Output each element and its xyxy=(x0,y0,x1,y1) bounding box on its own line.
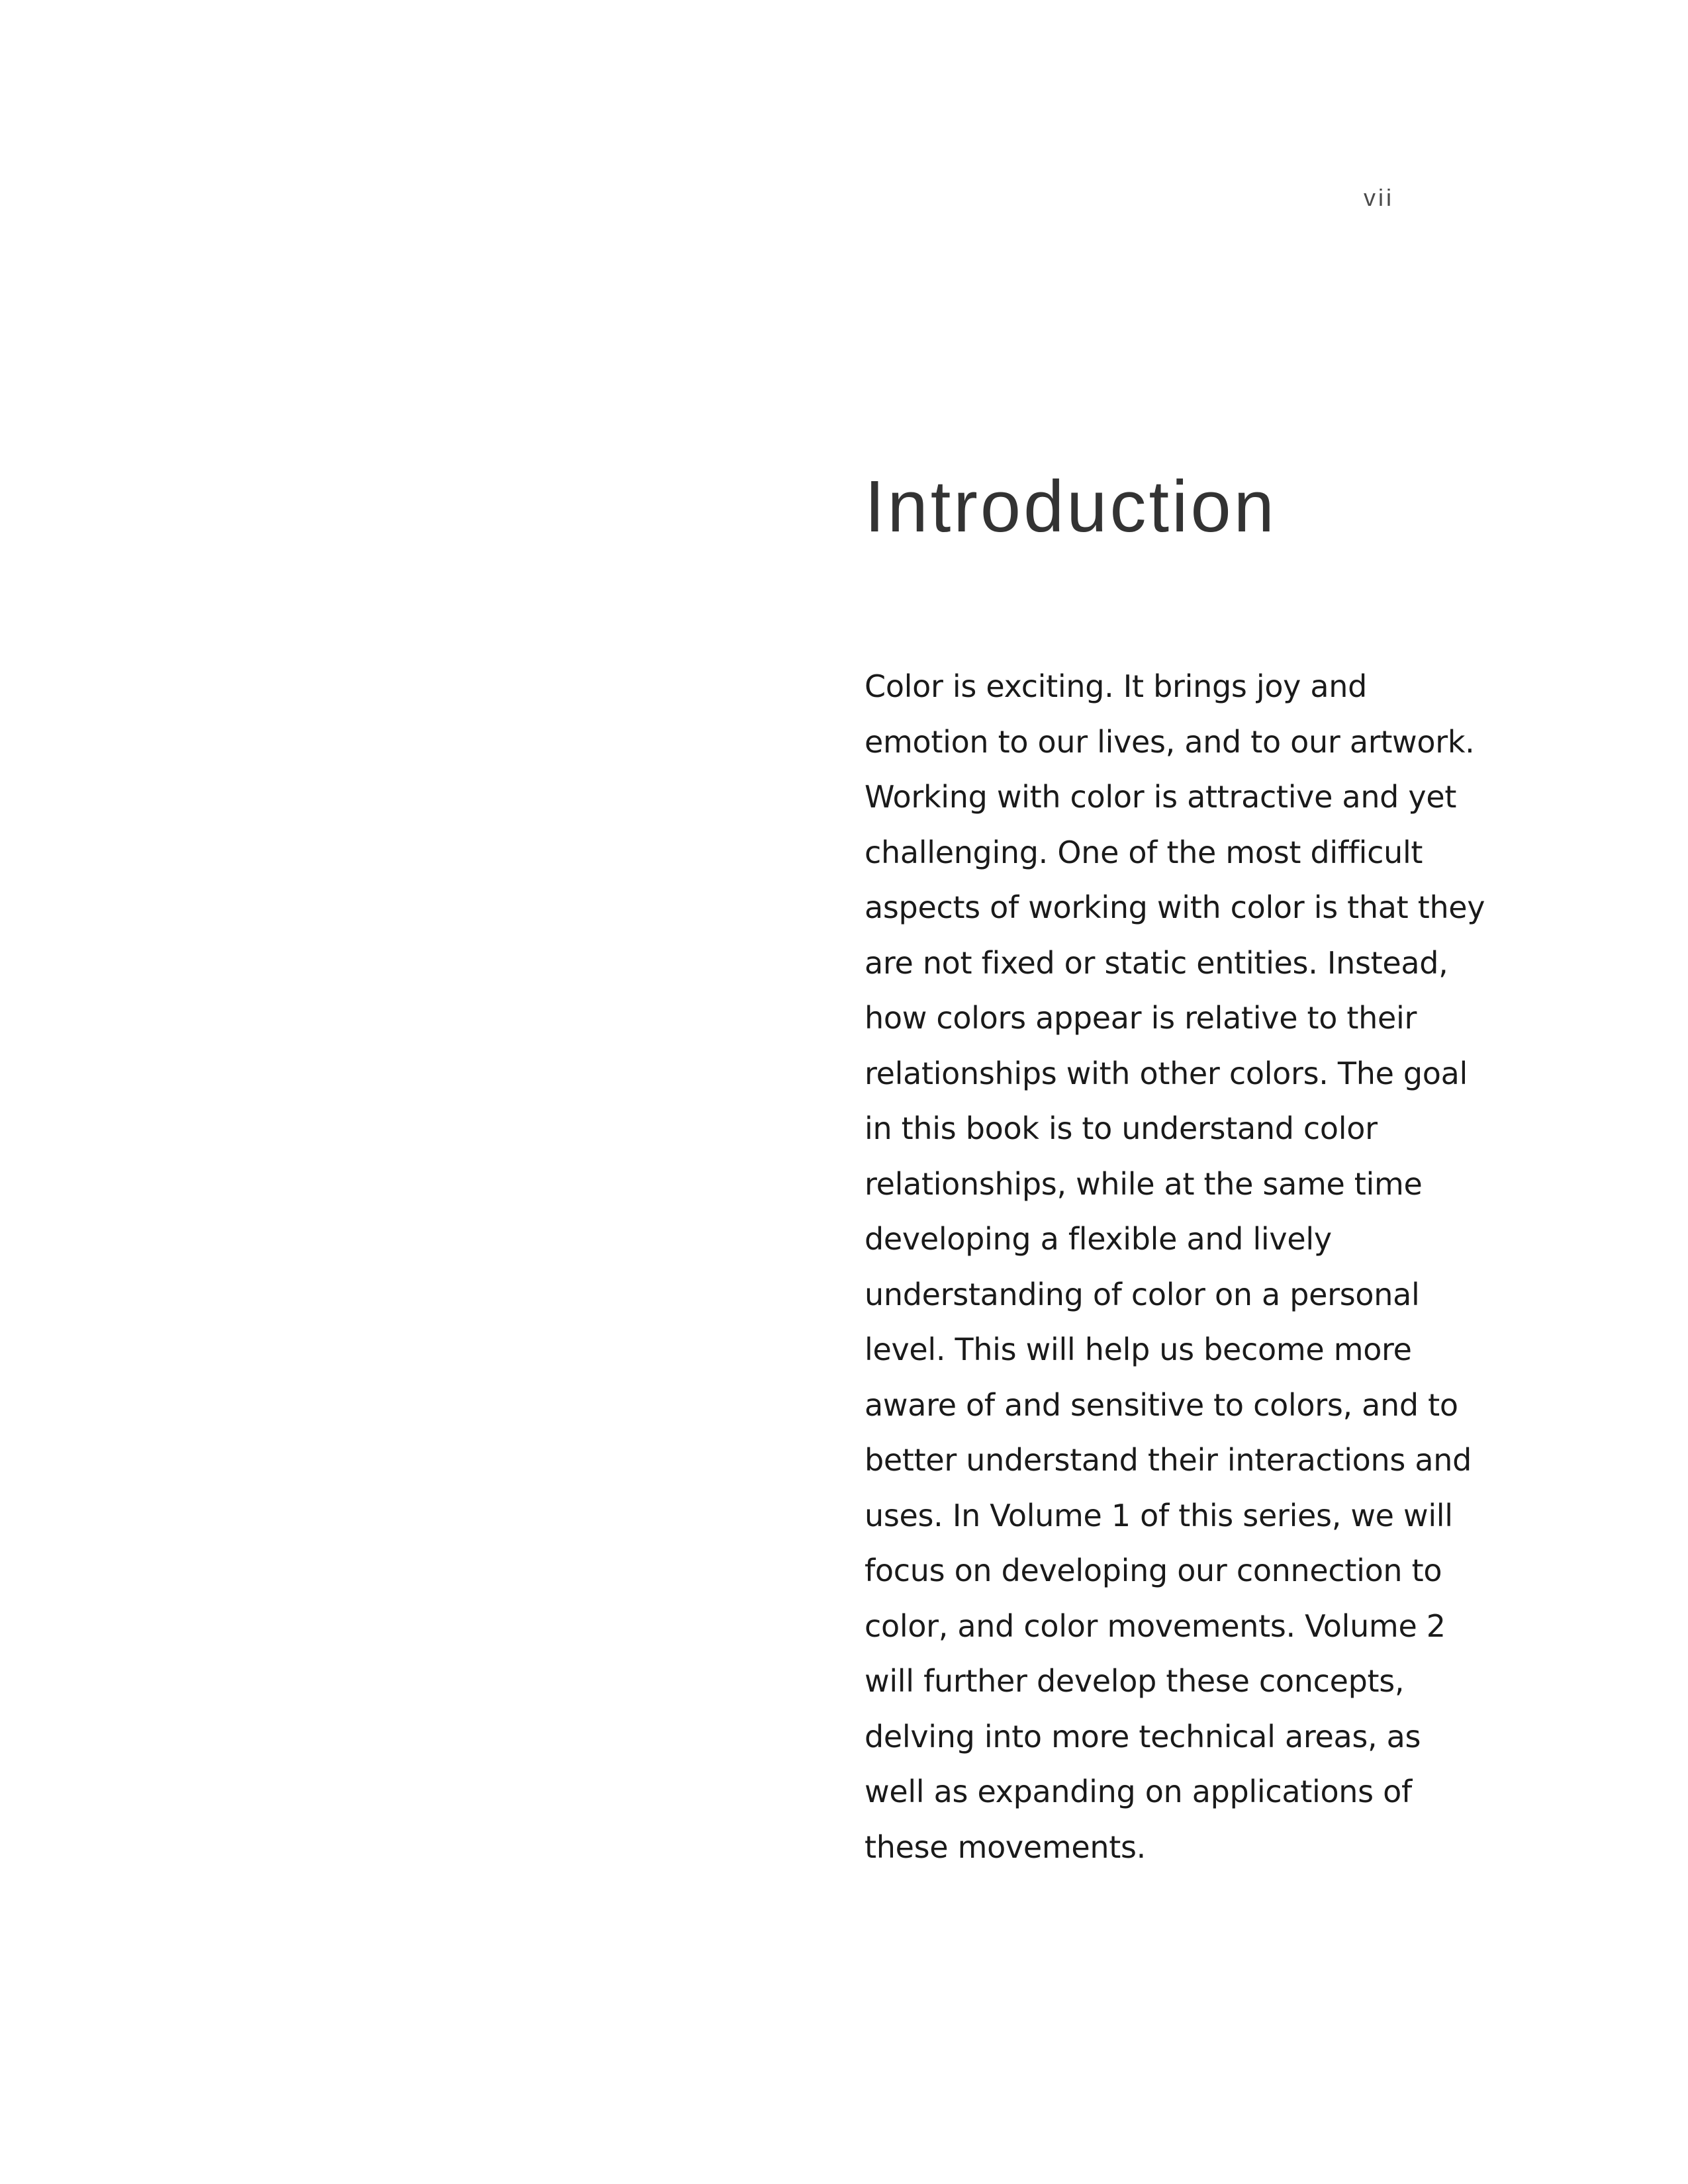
paragraph-line: level. This will help us become more xyxy=(865,1332,1412,1367)
paragraph-line: emotion to our lives, and to our artwork. xyxy=(865,723,1475,760)
paragraph-line: challenging. One of the most difficult xyxy=(865,834,1423,870)
paragraph-line: are not fixed or static entities. Instead, xyxy=(865,944,1448,981)
paragraph-line: how colors appear is relative to their xyxy=(865,1000,1417,1036)
paragraph-line: understanding of color on a personal xyxy=(865,1276,1420,1312)
intro-paragraph xyxy=(865,659,1487,1875)
paragraph-line: relationships with other colors. The goal xyxy=(865,1055,1468,1091)
paragraph-line: delving into more technical areas, as xyxy=(865,1718,1421,1754)
paragraph-line: relationships, while at the same time xyxy=(865,1165,1423,1202)
chapter-title: Introduction xyxy=(865,466,1277,547)
paragraph-line: aspects of working with color is that they xyxy=(865,889,1485,925)
paragraph-line: these movements. xyxy=(865,1829,1146,1865)
paragraph-line: focus on developing our connection to xyxy=(865,1553,1442,1588)
paragraph-line: in this book is to understand color xyxy=(865,1111,1378,1146)
paragraph-line: Working with color is attractive and yet xyxy=(865,779,1457,815)
paragraph-line: developing a flexible and lively xyxy=(865,1221,1332,1257)
paragraph-line: well as expanding on applications of xyxy=(865,1774,1412,1809)
paragraph-line: aware of and sensitive to colors, and to xyxy=(865,1387,1458,1423)
page-number: vii xyxy=(1364,184,1394,211)
paragraph-line: better understand their interactions and xyxy=(865,1442,1472,1478)
paragraph-line: color, and color movements. Volume 2 xyxy=(865,1608,1446,1644)
paragraph-line: will further develop these concepts, xyxy=(865,1663,1405,1699)
paragraph-line: Color is exciting. It brings joy and xyxy=(865,668,1368,704)
paragraph-line: uses. In Volume 1 of this series, we will xyxy=(865,1497,1453,1533)
